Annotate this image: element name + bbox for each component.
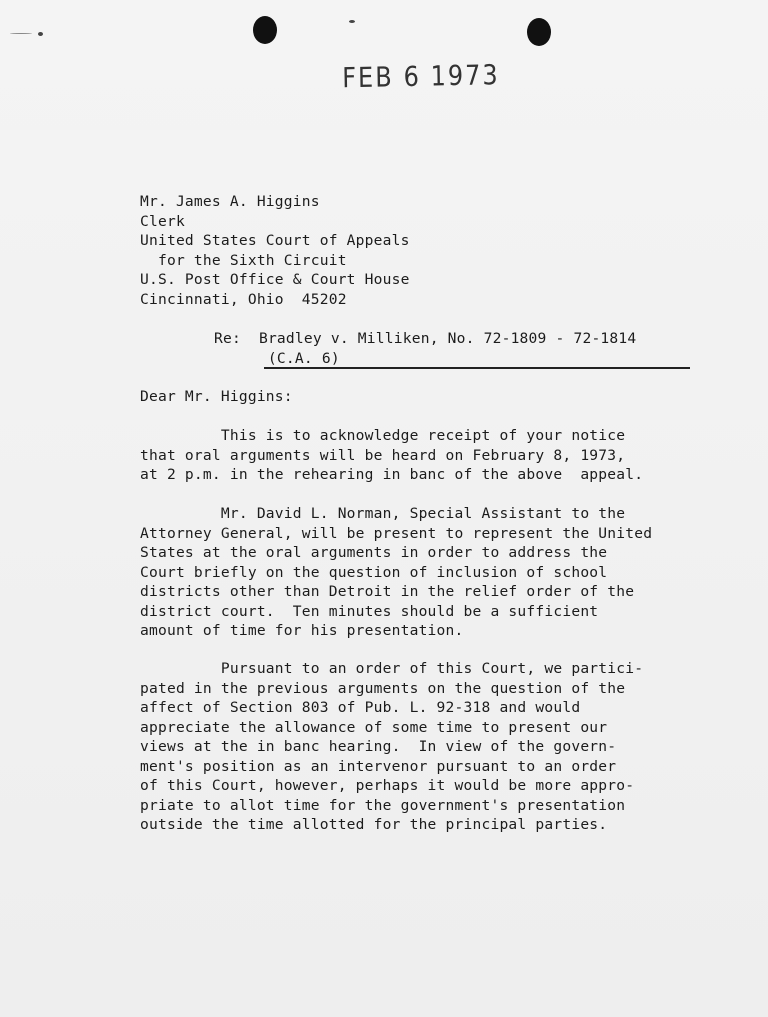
paragraph-line: of this Court, however, perhaps it would be more appro- bbox=[140, 777, 635, 794]
stamp-month: FEB bbox=[342, 60, 394, 95]
paragraph-line: Mr. David L. Norman, Special Assistant to the bbox=[140, 505, 626, 522]
paragraph-line: Pursuant to an order of this Court, we partici- bbox=[140, 660, 644, 677]
paragraph-line: that oral arguments will be heard on February 8, 1973, bbox=[140, 446, 626, 464]
recipient-address bbox=[140, 192, 410, 309]
paragraph-line: ment's position as an intervenor pursuant to an order bbox=[140, 757, 617, 775]
re-label: Re: bbox=[214, 330, 241, 347]
address-line: Clerk bbox=[140, 212, 185, 230]
punch-hole-left bbox=[253, 16, 277, 44]
punch-hole-right bbox=[527, 18, 551, 46]
paragraph-line: views at the in banc hearing. In view of the govern- bbox=[140, 738, 617, 755]
paragraph-line: Court briefly on the question of inclusion of school bbox=[140, 563, 608, 581]
paragraph-line: States at the oral arguments in order to address the bbox=[140, 544, 608, 561]
paragraph-line: Attorney General, will be present to represent the United bbox=[140, 524, 653, 542]
paragraph-line: affect of Section 803 of Pub. L. 92-318 and would bbox=[140, 699, 581, 716]
paragraph-line: priate to allot time for the government's presentation bbox=[140, 796, 626, 814]
paragraph-2 bbox=[140, 504, 652, 641]
address-line: U.S. Post Office & Court House bbox=[140, 271, 410, 288]
address-line: Mr. James A. Higgins bbox=[140, 193, 320, 210]
paper-speck bbox=[10, 33, 32, 34]
re-court: (C.A. 6) bbox=[267, 349, 340, 367]
address-line: United States Court of Appeals bbox=[140, 232, 410, 249]
paragraph-line: outside the time allotted for the principal parties. bbox=[140, 816, 608, 833]
paragraph-1 bbox=[140, 426, 643, 485]
reference-underline bbox=[264, 367, 690, 369]
paragraph-3 bbox=[140, 659, 643, 835]
stamp-date: 6 1973 bbox=[403, 58, 500, 93]
paragraph-line: amount of time for his presentation. bbox=[140, 622, 464, 639]
address-line: for the Sixth Circuit bbox=[140, 251, 347, 269]
reference-line bbox=[214, 329, 636, 368]
re-case: Bradley v. Milliken, No. 72-1809 - 72-1814 bbox=[258, 330, 637, 347]
paragraph-line: This is to acknowledge receipt of your notice bbox=[140, 427, 626, 444]
salutation: Dear Mr. Higgins: bbox=[140, 388, 293, 405]
paragraph-line: pated in the previous arguments on the question of the bbox=[140, 679, 626, 697]
paper-speck bbox=[38, 32, 43, 36]
address-line: Cincinnati, Ohio 45202 bbox=[140, 290, 347, 308]
paragraph-line: at 2 p.m. in the rehearing in banc of the above appeal. bbox=[140, 466, 644, 483]
paragraph-line: district court. Ten minutes should be a sufficient bbox=[140, 602, 599, 620]
paragraph-line: districts other than Detroit in the relief order of the bbox=[140, 583, 635, 600]
paragraph-line: appreciate the allowance of some time to present our bbox=[140, 718, 608, 736]
paper-speck bbox=[349, 20, 355, 23]
date-received-stamp bbox=[342, 59, 500, 94]
